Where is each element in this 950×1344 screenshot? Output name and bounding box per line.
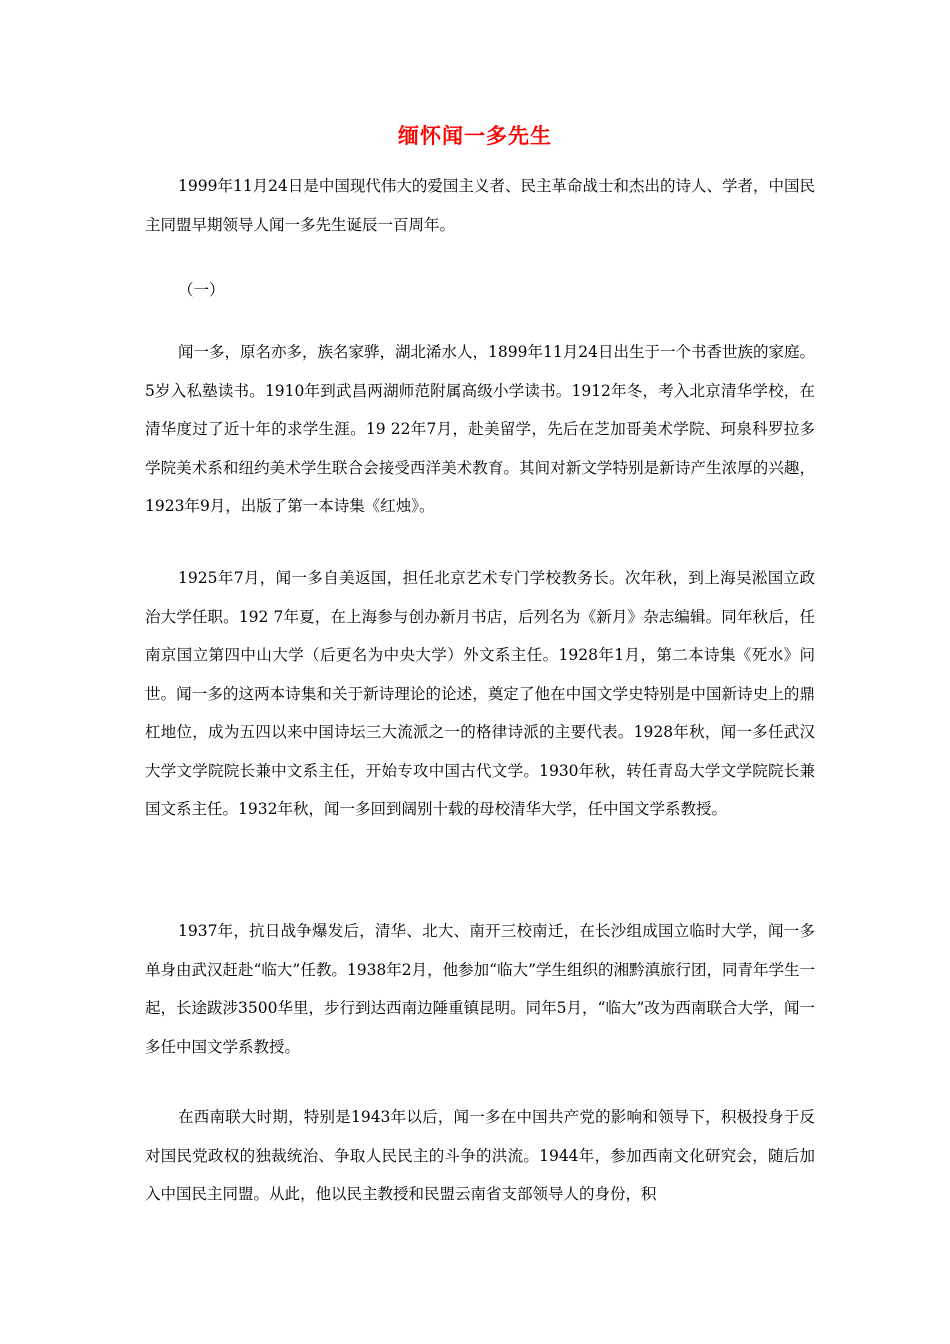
body-paragraph: 1925年7月，闻一多自美返国，担任北京艺术专门学校教务长。次年秋，到上海吴淞国立政治大学任职。192 7年夏，在上海参与创办新月书店，后列名为《新月》杂志编辑。同年秋后，任南京国立第四中山大学（后更名为中央大学）外文系主任。1928年1月，第二本诗集《死水》问世。闻一多的这两本诗集和关于新诗理论的论述，奠定了他在中国文学史特别是中国新诗史上的鼎杠地位，成为五四以来中国诗坛三大流派之一的格律诗派的主要代表。1928年秋，闻一多任武汉大学文学院院长兼中文系主任，开始专攻中国古代文学。1930年秋，转任青岛大学文学院院长兼国文系主任。1932年秋，闻一多回到阔别十载的母校清华大学，任中国文学系教授。 — [145, 569, 815, 818]
section-heading: （一） — [178, 281, 225, 299]
body-paragraph: 在西南联大时期，特别是1943年以后，闻一多在中国共产党的影响和领导下，积极投身于反对国民党政权的独裁统治、争取人民民主的斗争的洪流。1944年，参加西南文化研究会，随后加入中国民主同盟。从此，他以民主教授和民盟云南省支部领导人的身份，积 — [145, 1108, 815, 1203]
document-title: 缅怀闻一多先生 — [398, 123, 552, 148]
body-paragraph: 闻一多，原名亦多，族名家骅，湖北浠水人，1899年11月24日出生于一个书香世族的家庭。5岁入私塾读书。1910年到武昌两湖师范附属高级小学读书。1912年冬，考入北京清华学校，在清华度过了近十年的求学生涯。19 22年7月，赴美留学，先后在芝加哥美术学院、珂泉科罗拉多学院美术系和纽约美术学生联合会接受西洋美术教育。其间对新文学特别是新诗产生浓厚的兴趣，1923年9月，出版了第一本诗集《红烛》。 — [145, 343, 815, 515]
intro-paragraph: 1999年11月24日是中国现代伟大的爱国主义者、民主革命战士和杰出的诗人、学者，中国民主同盟早期领导人闻一多先生诞辰一百周年。 — [145, 177, 815, 234]
body-paragraph: 1937年，抗日战争爆发后，清华、北大、南开三校南迁，在长沙组成国立临时大学，闻一多单身由武汉赶赴“临大”任教。1938年2月，他参加“临大”学生组织的湘黔滇旅行团，同青年学生一起，长途跋涉3500华里，步行到达西南边陲重镇昆明。同年5月，“临大”改为西南联合大学，闻一多任中国文学系教授。 — [145, 922, 816, 1056]
